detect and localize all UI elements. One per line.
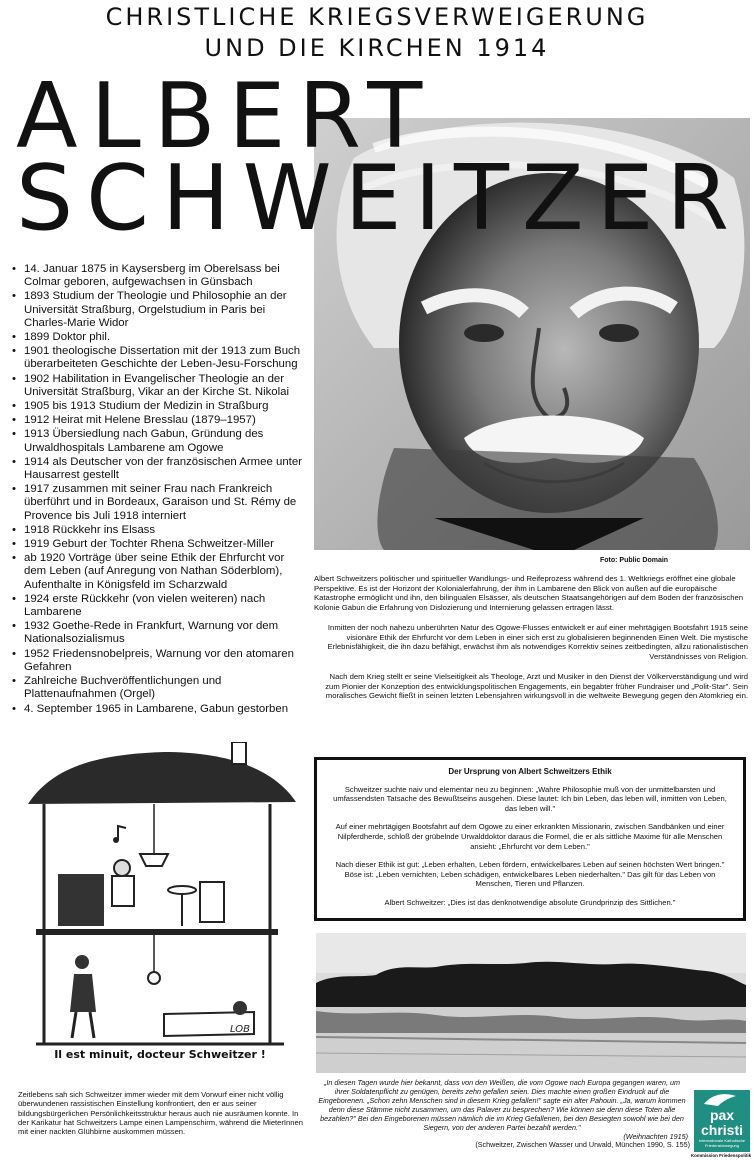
photo-credit: Foto: Public Domain xyxy=(600,557,669,564)
ethics-box-title: Der Ursprung von Albert Schweitzers Ethik xyxy=(448,767,612,776)
bio-item: • 1914 als Deutscher von der französischen Armee unter Hausarrest gestellt xyxy=(12,456,304,482)
river-landscape-photo xyxy=(316,933,746,1073)
logo-line-2: christi xyxy=(700,1122,743,1138)
cartoon-caption: Il est minuit, docteur Schweitzer ! xyxy=(54,1048,266,1061)
ethics-box-paragraph: Schweitzer suchte naiv und elementar neu zu beginnen: „Wahre Philosophie muß von der unmittelbarsten und umfassendsten Tatsache des Bewußtseins ausgehen. Diese lautet: Ich bin Leben, das leben will, inmitten von Leben, das leben will." xyxy=(333,784,727,813)
essay-text xyxy=(314,574,748,712)
ethics-box xyxy=(314,757,746,921)
bio-item: • 1902 Habilitation in Evangelischer Theologie an der Universität Straßburg, Vikar an der Kirche St. Nikolai xyxy=(12,373,304,399)
bio-item: • 1913 Übersiedlung nach Gabun, Gründung des Urwaldhospitals Lambarene am Ogowe xyxy=(12,428,304,454)
bio-item: • 1924 erste Rückkehr (von vielen weiteren) nach Lambarene xyxy=(12,593,304,619)
cartoon-signature: LOB xyxy=(230,1024,250,1035)
bio-item: • 1932 Goethe-Rede in Frankfurt, Warnung vor dem Nationalsozialismus xyxy=(12,620,304,646)
cartoon-illustration xyxy=(14,742,306,1062)
dove-icon xyxy=(694,1090,750,1108)
logo-subtitle: Internationale Katholische Friedensbewegung xyxy=(698,1138,746,1148)
bio-item: • 1919 Geburt der Tochter Rhena Schweitzer-Miller xyxy=(12,538,304,551)
house-cartoon-drawing xyxy=(14,742,306,1062)
quote-text: „In diesen Tagen wurde hier bekannt, dass von den Weißen, die vom Ogowe nach Europa gegangen waren, um ihrer Soldatenpflicht zu genügen, bereits zehn gefallen seien. Dies machte einen großen Eindruck auf die Eingeborenen. „Schon zehn Menschen sind in diesem Krieg gefallen!" sagte ein alter Pahouin. „Ja, warum kommen denn diese Stämme nicht zusammen, um das Palaver zu besprechen? Wie können sie denn diese Toten alle bezahlen?" Bei den Eingeborenen müssen nämlich die im Krieg Gefallenen, bei den Besiegten sowohl wie bei den Siegern, von der anderen Partei bezahlt werden." xyxy=(318,1078,686,1132)
header-line-1: CHRISTLICHE KRIEGSVERWEIGERUNG xyxy=(105,3,649,31)
bio-item: • 1901 theologische Dissertation mit der 1913 zum Buch überarbeiteten Geschichte der Leben-Jesu-Forschung xyxy=(12,345,304,371)
bio-item: • ab 1920 Vorträge über seine Ethik der Ehrfurcht vor dem Leben (auf Anregung von Nathan Söderblom), Aufenthalte in Königsfeld im Scharzwald xyxy=(12,552,304,592)
bio-item: • 1912 Heirat mit Helene Bresslau (1879–1957) xyxy=(12,414,304,427)
essay-paragraph: Nach dem Krieg stellt er seine Vielseitigkeit als Theologe, Arzt und Musiker in den Dienst der Völkerverständigung und wird zum Pionier der Konzeption des entwicklungspolitischen Engagements, ein begabter früher Fundraiser und „Polit-Star". Sein moralisches Gewicht fließt in seinen letzten Lebensjahren wirkungsvoll in die weltweite Bewegung gegen den Atomkrieg ein. xyxy=(325,672,748,700)
essay-paragraph: Albert Schweitzers politischer und spiritueller Wandlungs- und Reifeprozess während des 1. Weltkriegs eröffnet eine globale Perspektive. Es ist der Horizont der Kolonialerfahrung, der ihm in Lambarene den Blick von außen auf die europäische Katastrophe ermöglicht und ihn, den bilingualen Elsässer, als deutschen Staatsangehörigen auf dem Boden der französischen Kolonie Gabun die Erfahrung von Dislozierung und Internierung gelassen ertragen lässt. xyxy=(314,574,744,612)
biography-list xyxy=(12,263,304,717)
bio-item: • 1918 Rückkehr ins Elsass xyxy=(12,524,304,537)
logo-line-1: pax xyxy=(709,1107,735,1123)
bio-item: • 1952 Friedensnobelpreis, Warnung vor den atomaren Gefahren xyxy=(12,648,304,674)
ethics-box-paragraph: Nach dieser Ethik ist gut: „Leben erhalten, Leben fördern, entwickelbares Leben auf seinen höchsten Wert bringen." Böse ist: „Leben vernichten, Leben schädigen, entwickelbares Leben niederhalten." Das gilt für das Leben von Menschen, Tieren und Pflanzen. xyxy=(335,860,725,889)
bio-item: • Zahlreiche Buchveröffentlichungen und Plattenaufnahmen (Orgel) xyxy=(12,675,304,701)
name-last: SCHWEITZER xyxy=(16,146,743,251)
bio-item: • 1905 bis 1913 Studium der Medizin in Straßburg xyxy=(12,400,304,413)
quote-reference: (Schweitzer, Zwischen Wasser und Urwald, München 1990, S. 155) xyxy=(475,1140,690,1149)
bio-item: • 14. Januar 1875 in Kaysersberg im Oberelsass bei Colmar geboren, aufgewachsen in Günsbach xyxy=(12,263,304,289)
ethics-box-paragraph: Albert Schweitzer: „Dies ist das denknotwendige absolute Grundprinzip des Sittlichen." xyxy=(384,897,676,907)
quote-block xyxy=(316,1078,688,1141)
ethics-box-paragraph: Auf einer mehrtägigen Bootsfahrt auf dem Ogowe zu einer erkrankten Missionarin, zwischen Sandbänken und einer Nilpferdherde, schloß der grübelnde Urwalddoktor daraus die Formel, die er als sittliche Maxime für alle Menschen ansieht: „Ehrfurcht vor dem Leben." xyxy=(335,822,725,851)
bio-item: • 4. September 1965 in Lambarene, Gabun gestorben xyxy=(12,703,304,716)
name-first: ALBERT xyxy=(16,64,436,169)
essay-paragraph: Inmitten der noch nahezu unberührten Natur des Ogowe-Flusses entwickelt er auf einer mehrtägigen Bootsfahrt 1915 seine visionäre Ethik der Ehrfurcht vor dem Leben in einer sich erst zu globalisieren beginnenden Einen Welt. Die mystische Erlebnisfähigkeit, die ihn dazu befähigt, erwächst ihm als notwendiges Korrektiv seines zeitbedingten, allzu rationalistischen Verständnisses von Religion. xyxy=(327,623,748,661)
bio-item: • 1893 Studium der Theologie und Philosophie an der Universität Straßburg, Orgelstudium in Paris bei Charles-Marie Widor xyxy=(12,290,304,330)
river-landscape-illustration xyxy=(316,933,746,1073)
cartoon-explanation: Zeitlebens sah sich Schweitzer immer wieder mit dem Vorwurf einer nicht völlig überwundenen rassistischen Einstellung konfrontiert, den er aus seiner bildungsbürgerlichen Persönlichkeitsstruktur heraus auch nie ausräumen konnte. In der Karikatur hat Schweitzers Lampe einen Lampenschirm, während die MieterInnen mit einer nackten Glühbirne auskommen müssen. xyxy=(18,1090,303,1137)
logo-caption: Kommission Friedenspolitik xyxy=(690,1153,752,1158)
header-line-2: UND DIE KIRCHEN 1914 xyxy=(204,34,550,62)
quote-date: (Weihnachten 1915) xyxy=(623,1132,688,1141)
bio-item: • 1917 zusammen mit seiner Frau nach Frankreich überführt und in Bordeaux, Garaison und St. Rémy de Provence bis Juli 1918 interniert xyxy=(12,483,304,523)
bio-item: • 1899 Doktor phil. xyxy=(12,331,304,344)
pax-christi-logo xyxy=(694,1090,750,1152)
